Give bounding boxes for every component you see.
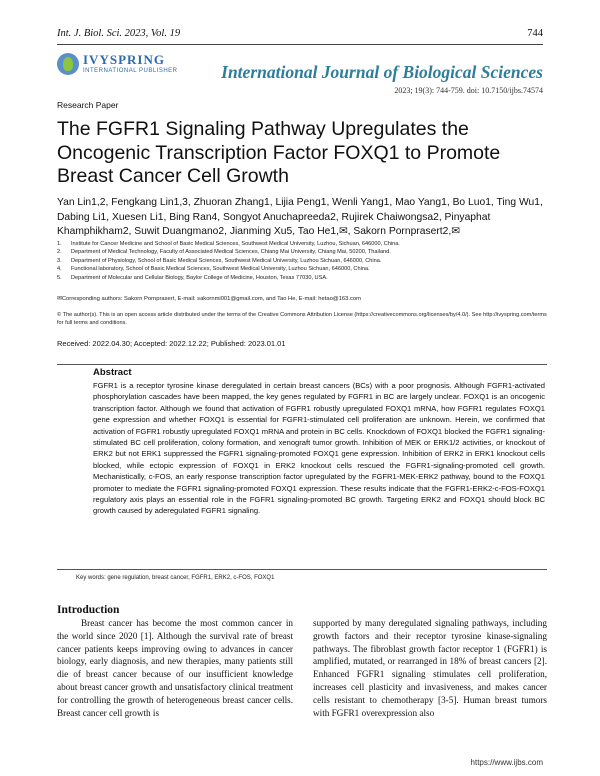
journal-name: International Journal of Biological Sciences bbox=[221, 62, 543, 82]
article-type: Research Paper bbox=[57, 100, 119, 110]
author-list: Yan Lin1,2, Fengkang Lin1,3, Zhuoran Zhang1, Lijia Peng1, Wenli Yang1, Mao Yang1, Bo Luo1, Ting Wu1, Dabing Li1, Xuesen Li1, Bing Ran4, Songyot Anuchapreeda2, Rujirek Chaiwongsa2, Pinyaphat Khamphikham2, Suwit Duangmano2, Jianming Xu5, Tao He1,✉, Sakorn Pornprasert2,✉ bbox=[57, 197, 543, 237]
abstract-bottom-rule bbox=[57, 569, 547, 570]
affiliation-item: 2. Department of Medical Technology, Faculty of Associated Medical Sciences, Chiang Mai University, Chiang Mai, 50200, Thailand. bbox=[57, 249, 391, 256]
header-divider bbox=[57, 44, 543, 45]
license-notice: © The author(s). This is an open access article distributed under the terms of the Creative Commons Attribution License (https://creativecommons.org/licenses/by/4.0/). See http://ivyspring.com/terms for full terms and conditions. bbox=[57, 312, 547, 326]
abstract-text: FGFR1 is a receptor tyrosine kinase deregulated in certain breast cancers (BCs) with a poor prognosis. Although FGFR1-activated phosphorylation cascades have been mapped, the key genes regulated by FGFR1 in BC are largely unclear. FOXQ1 is an oncogenic transcription factor. Although we found that activation of FGFR1 robustly upregulated FOXQ1 mRNA, how FGFR1 regulates FOXQ1 gene expression and whether FOXQ1 is essential for FGFR1-stimulated cell proliferation are unknown. Herein, we confirmed that activation of FGFR1 robustly upregulated FOXQ1 mRNA and protein in BC cells. Knockdown of FOXQ1 blocked the FGFR1 signaling-stimulated BC cell proliferation, colony formation, and xenograft tumor growth. Inhibition of MEK or ERK1/2 activities, or knockout of ERK2 but not ERK1 suppressed the FGFR1 signaling-promoted FOXQ1 gene expression. Inhibition of ERK2 in ERK1 knockout cells blocked, while ectopic expression of FOXQ1 in ERK2 knockout cells rescued the FGFR1-signaling-promoted cell growth. Mechanistically, c-FOS, an early response transcription factor upregulated by the FGFR1-MEK-ERK2 pathway, bound to the FOXQ1 promoter to mediate the FGFR1 signaling-promoted FOXQ1 expression. These results indicate that the FGFR1-ERK2-c-FOS-FOXQ1 regulatory axis plays an essential role in the FGFR1 signaling-promoted BC growth. Targeting ERK2 and FOXQ1 should block BC growth caused by aderegulated FGFR1 signaling. bbox=[93, 381, 545, 516]
affiliation-item: 5. Department of Molecular and Cellular Biology, Baylor College of Medicine, Houston, Texas 77030, USA. bbox=[57, 274, 328, 281]
body-column-right: supported by many deregulated signaling pathways, including growth factors and their receptor tyrosine kinase-signaling pathways. The fibroblast growth factor receptor 1 (FGFR1) is amplified, mutated, or rearranged in 18% of breast cancers [2]. Enhanced FGFR1 signaling stimulates cell proliferation, increases cell plasticity and invasiveness, and makes cancer cells resistant to chemotherapy [3-5]. Human breast tumors with FGFR1 overexpression also bbox=[313, 618, 547, 718]
abstract-heading: Abstract bbox=[93, 367, 132, 378]
publisher-name: IVYSPRING bbox=[83, 52, 165, 67]
section-heading-introduction: Introduction bbox=[57, 604, 120, 616]
keywords: Key words: gene regulation, breast cancer, FGFR1, ERK2, c-FOS, FOXQ1 bbox=[76, 575, 275, 581]
corresponding-authors: ✉Corresponding authors: Sakorn Pornprasert, E-mail: sakornmi001@gmail.com, and Tao He, E-mail: hetao@163.com bbox=[57, 296, 361, 302]
footer-url[interactable]: https://www.ijbs.com bbox=[470, 758, 543, 767]
affiliation-item: 4. Functional laboratory, School of Basic Medical Sciences, Southwest Medical University, Luzhou Sichuan, 646000, China. bbox=[57, 266, 370, 273]
running-header-journal: Int. J. Biol. Sci. 2023, Vol. 19 bbox=[57, 28, 181, 39]
body-column-left: Breast cancer has become the most common cancer in the world since 2020 [1]. Although the survival rate of breast cancer patients keeps improving owing to advances in cancer biology, early diagnosis, and new therapies, many patients still die of breast cancer because of our insufficient knowledge about breast cancer growth and unsatisfactory clinical treatment for controlling the growth of heterogeneous breast cancer cells. Breast cancer cell growth is bbox=[57, 618, 293, 718]
affiliation-item: 1. Institute for Cancer Medicine and School of Basic Medical Sciences, Southwest Medical University, Luzhou, Sichuan, 646000, China. bbox=[57, 241, 400, 247]
publisher-tagline: INTERNATIONAL PUBLISHER bbox=[83, 68, 178, 74]
affiliation-item: 3. Department of Physiology, School of Basic Medical Sciences, Southwest Medical University, Luzhou Sichuan, 646000, China. bbox=[57, 257, 382, 264]
paper-title: The FGFR1 Signaling Pathway Upregulates the Oncogenic Transcription Factor FOXQ1 to Promote Breast Cancer Cell Growth bbox=[57, 118, 501, 187]
running-header-page-number: 744 bbox=[527, 28, 543, 39]
citation-doi: 2023; 19(3): 744-759. doi: 10.7150/ijbs.74574 bbox=[394, 86, 543, 95]
publisher-logo bbox=[57, 50, 217, 80]
ivyspring-leaf-icon bbox=[57, 53, 79, 75]
abstract-top-rule bbox=[57, 364, 547, 365]
publication-dates: Received: 2022.04.30; Accepted: 2022.12.22; Published: 2023.01.01 bbox=[57, 339, 286, 348]
affiliations bbox=[57, 240, 547, 282]
